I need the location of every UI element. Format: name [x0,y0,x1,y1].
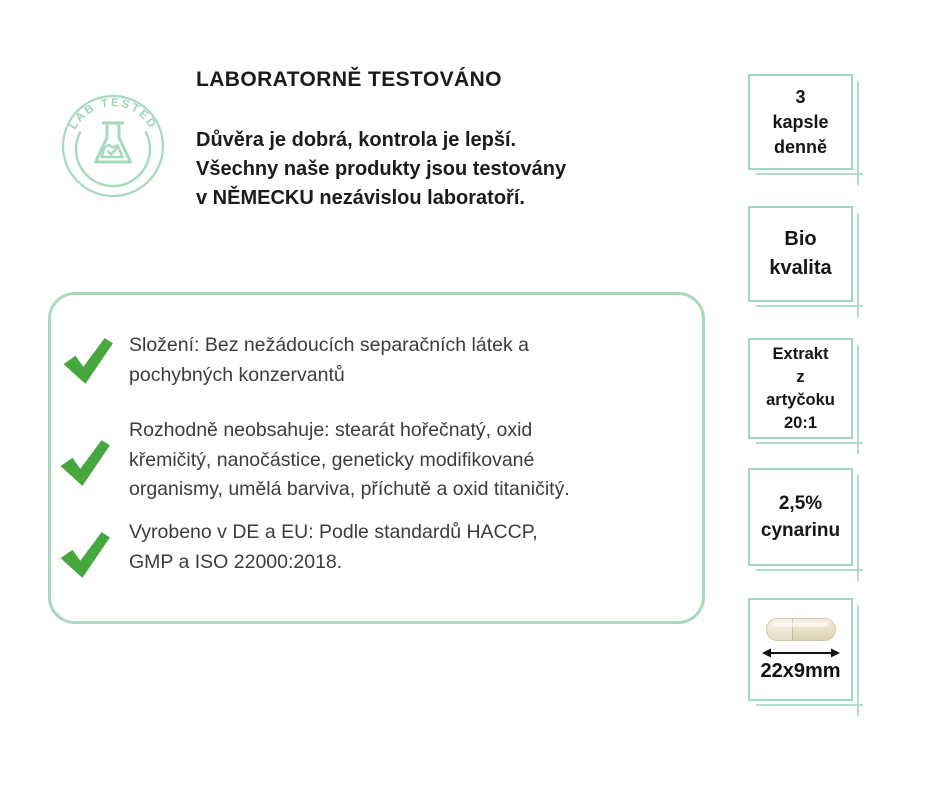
info-box-extract [748,338,853,439]
info-box-line: Bio [784,228,817,250]
checklist-item [129,331,529,390]
intro-line-2: Všechny naše produkty jsou testovány [196,158,567,180]
checkmark-icon [59,531,111,579]
info-box-bio-quality [748,206,853,302]
info-box-line: kapsle [772,111,829,132]
checklist-panel [48,292,705,624]
checklist-item [129,416,570,505]
checkmark-icon [62,337,114,385]
intro-line-3: v NĚMECKU nezávislou laboratoří. [196,187,525,209]
info-box-line: 3 [795,86,806,107]
info-box-line: kvalita [769,257,832,279]
badge-label: LAB TESTED [67,97,159,132]
flask-icon [96,123,131,162]
info-box-line: denně [773,136,827,157]
info-box-line: artyčoku [766,390,835,409]
checklist-item-line: Rozhodně neobsahuje: stearát hořečnatý, oxid [129,419,533,441]
capsule-image [766,618,836,641]
info-box-line: z [796,367,805,386]
intro-line-1: Důvěra je dobrá, kontrola je lepší. [196,129,517,151]
checklist-item-line: Vyrobeno v DE a EU: Podle standardů HACCP, [129,521,538,543]
lab-tested-badge [60,93,166,199]
info-box-dosage [748,74,853,170]
capsule-size-label: 22x9mm [760,660,841,682]
info-box-line: 2,5% [778,493,823,514]
checklist-item-line: pochybných konzervantů [129,363,345,386]
double-arrow-icon [762,647,840,659]
info-box-cynarin [748,468,853,566]
checklist-item-line: Složení: Bez nežádoucích separačních látek a [129,334,529,356]
info-box-capsule-size [748,598,853,701]
info-box-line: 20:1 [783,413,818,432]
checkmark-icon [59,439,111,487]
info-box-line: Extrakt [772,344,829,363]
checklist-item-line: křemičitý, nanočástice, geneticky modifikované [129,448,535,471]
lab-tested-badge-icon [60,93,166,199]
checklist-item-line: GMP a ISO 22000:2018. [129,550,343,573]
info-box-line: cynarinu [760,520,841,541]
checklist-item [129,518,538,577]
page-title: LABORATORNĚ TESTOVÁNO [196,68,502,91]
checklist-item-line: organismy, umělá barviva, příchutě a oxid titaničitý. [129,478,570,500]
intro-text [196,126,566,213]
